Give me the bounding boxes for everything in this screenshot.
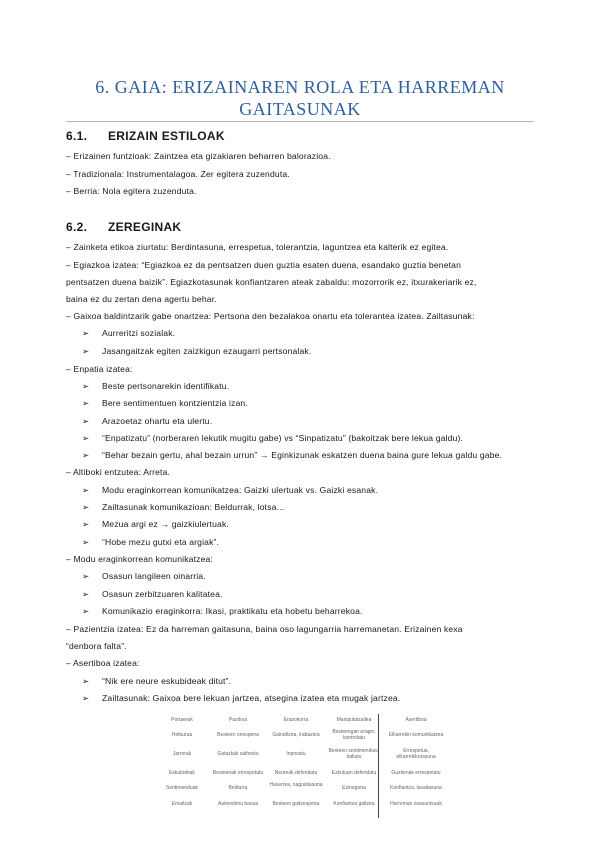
title-rule (66, 121, 534, 122)
bullet-item: ➢ Osasun langileen oinarria. (82, 571, 206, 581)
bullet-item: ➢ “Hobe mezu gutxi eta argiak”. (82, 537, 220, 547)
paragraph-line: – Gaixoa baldintzarik gabe onartzea: Pertsona den bezalakoa onartu eta tolerantea izatea. Zailtasunak: (66, 311, 475, 321)
paragraph-line: – Egiazkoa izatea: “Egiazkoa ez da pentsatzen duen guztia esaten duena, esandako guztia benetan (66, 260, 462, 270)
table-cell: Harreman osasuntsuak (390, 801, 442, 807)
paragraph-line: baina ez du zertan dena agertu behar. (66, 294, 217, 304)
bullet-item: ➢ “Behar bezain gertu, ahal bezain urrun” → Eginkizunak eskatzen duena baina gure lekua galdu gabe. (82, 450, 503, 460)
bullet-arrow-icon: ➢ (82, 416, 90, 426)
chapter-title: 6. GAIA: ERIZAINAREN ROLA ETA HARREMAN (95, 77, 505, 97)
paragraph-line: pentsatzen duena baizik”. Egiazkotasunak konfiantzaren ateak zabaldu: mozorrorik ez, itxurakeriarik ez, (66, 277, 477, 287)
table-cell: Errespetua, elkarrekikotasuna (396, 748, 436, 760)
bullet-arrow-icon: ➢ (82, 571, 90, 581)
bullet-item: ➢ Mezua argi ez → gaizkiulertuak. (82, 519, 229, 529)
section-number: 6.1. (66, 129, 88, 143)
section-heading-6-2 (66, 220, 181, 234)
bullet-arrow-icon: ➢ (82, 328, 90, 338)
bullet-arrow-icon: ➢ (82, 589, 90, 599)
paragraph-line: – Altiboki entzutea: Arreta. (66, 467, 171, 477)
paragraph-line: – Tradizionala: Instrumentalagoa. Zer egitera zuzenduta. (66, 169, 290, 179)
table-cell: Beldurra (228, 785, 248, 791)
table-cell: Helburua (171, 732, 193, 738)
paragraph-line: – Berria: Nola egitera zuzenduta. (66, 186, 197, 196)
bullet-arrow-icon: ➢ (82, 381, 90, 391)
table-cell: Eskubideak (169, 770, 195, 776)
table-cell: Neureak defendatu (274, 770, 318, 776)
bullet-item: ➢ Osasun zerbitzuaren kalitatea. (82, 589, 223, 599)
bullet-item: ➢ Zailtasunak: Gaixoa bere lekuan jartzea, atsegina izatea eta mugak jartzea. (82, 693, 401, 703)
bullet-item: ➢ Aurreritzi sozialak. (82, 328, 176, 338)
bullet-arrow-icon: ➢ (82, 606, 90, 616)
table-cell: Autoestimu baxua (217, 801, 259, 807)
table-header: Asertiboa (405, 717, 427, 723)
bullet-arrow-icon: ➢ (82, 346, 90, 356)
bullet-item: ➢ “Enpatizatu” (norberaren lekutik mugitu gabe) vs “Sinpatizatu” (bakoitzak bere lekua galdu). (82, 433, 464, 443)
paragraph-line: – Pazientzia izatea: Ez da harreman gaitasuna, baina oso lagungarria harremanetan. Erizainen kexa (66, 624, 463, 634)
table-cell: Besteen sentimenduez baliatu (328, 748, 380, 760)
table-cell: Besteen onespena (217, 732, 259, 738)
table-cell: Ezkutuan defendatu (331, 770, 377, 776)
section-number: 6.2. (66, 220, 88, 234)
table-cell: Gainditzea, irabaztea (272, 732, 320, 738)
table-cell: Elkarrekin komunikatzea (388, 732, 444, 738)
bullet-arrow-icon: ➢ (82, 398, 90, 408)
table-cell: Gatazkak saihestu (217, 751, 259, 757)
table-header: Manipulatzailea (336, 717, 372, 723)
table-cell: Ezinegona (342, 785, 366, 791)
section-title: ZEREGINAK (108, 220, 182, 234)
bullet-arrow-icon: ➢ (82, 502, 90, 512)
bullet-arrow-icon: ➢ (82, 450, 90, 460)
bullet-item: ➢ Jasangaitzak egiten zaizkigun ezaugarri pertsonalak. (82, 346, 312, 356)
table-cell: Konfiantza, lasaitasuna (390, 785, 442, 791)
bullet-item: ➢ Komunikazio eraginkorra: Ikasi, praktikatu eta hobetu beharrekoa. (82, 606, 363, 616)
bullet-arrow-icon: ➢ (82, 676, 90, 686)
paragraph-line: – Enpatia izatea: (66, 364, 133, 374)
chapter-title-continued: GAITASUNAK (239, 99, 361, 119)
bullet-item: ➢ Arazoetaz ohartu eta ulertu. (82, 416, 213, 426)
table-cell: Besteengan eragin, kontrolatu (332, 729, 376, 741)
bullet-item: ➢ Zailtasunak komunikazioan: Beldurrak, lotsa... (82, 502, 285, 512)
bullet-item: ➢ Beste pertsonarekin identifikatu. (82, 381, 230, 391)
table-cell: Besteen gaitzespena (272, 801, 320, 807)
paragraph-line: – Erizainen funtzioak: Zaintzea eta gizakiaren beharren balorazioa. (66, 151, 331, 161)
table-cell: Haserrea, nagusitasuna (269, 782, 323, 788)
paragraph-line: “denbora falta”. (66, 641, 127, 651)
bullet-item: ➢ Bere sentimentuen kontzientzia izan. (82, 398, 248, 408)
bullet-item: ➢ Modu eraginkorrean komunikatzea: Gaizki ulertuak vs. Gaizki esanak. (82, 485, 379, 495)
table-cell: Konfiantza galtzea (333, 801, 375, 807)
bullet-arrow-icon: ➢ (82, 485, 90, 495)
table-header: Pasiboa (228, 717, 248, 723)
bullet-arrow-icon: ➢ (82, 537, 90, 547)
table-cell: Jarrerak (172, 751, 192, 757)
table-cell: Besteenak errespetatu (212, 770, 264, 776)
bullet-arrow-icon: ➢ (82, 693, 90, 703)
bullet-item: ➢ “Nik ere neure eskubideak ditut”. (82, 676, 232, 686)
table-header: Portaerak (171, 717, 193, 723)
bullet-arrow-icon: ➢ (82, 519, 90, 529)
table-cell: Inposatu (286, 751, 306, 757)
table-cell: Guztienak errespetatu (391, 770, 441, 776)
table-cell: Sentimenduak (166, 785, 198, 791)
paragraph-line: – Zainketa etikoa ziurtatu: Berdintasuna, errespetua, tolerantzia, laguntzea eta kalterik ez egitea. (66, 242, 449, 252)
table-header: Erasokorra (283, 717, 309, 723)
bullet-arrow-icon: ➢ (82, 433, 90, 443)
section-title: ERIZAIN ESTILOAK (108, 129, 225, 143)
paragraph-line: – Asertiboa izatea: (66, 658, 140, 668)
paragraph-line: – Modu eraginkorrean komunikatzea: (66, 554, 213, 564)
table-cell: Emaitzak (171, 801, 193, 807)
section-heading-6-1 (66, 129, 225, 143)
